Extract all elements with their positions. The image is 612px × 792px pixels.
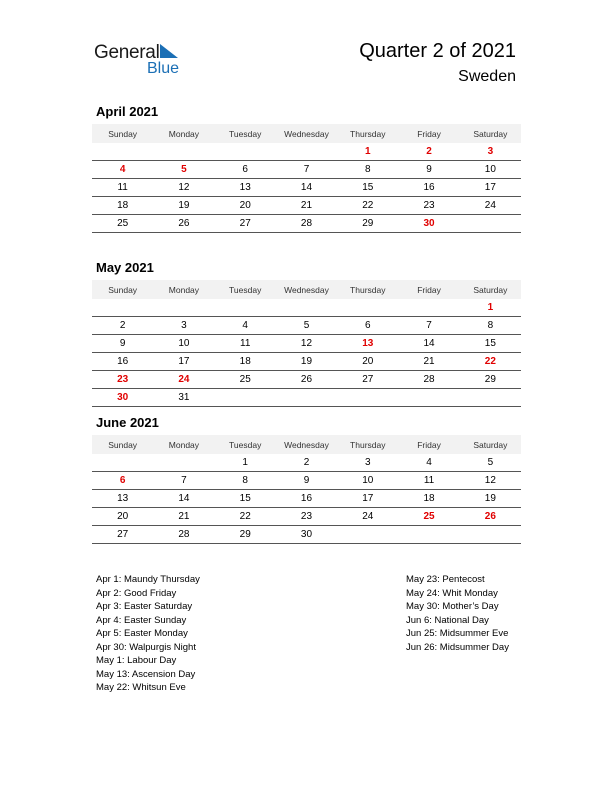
calendar-table	[92, 124, 521, 233]
day-cell: 19	[153, 197, 214, 215]
country-name: Sweden	[458, 68, 516, 85]
month-title: May 2021	[96, 260, 154, 275]
holiday-list-left	[96, 573, 200, 695]
week-row	[92, 197, 521, 215]
day-cell: 16	[398, 179, 459, 197]
day-cell: 15	[460, 335, 521, 353]
day-cell: 26	[276, 371, 337, 389]
holiday-item: Apr 5: Easter Monday	[96, 628, 188, 639]
holiday-item: Apr 4: Easter Sunday	[96, 614, 187, 626]
week-row	[92, 335, 521, 353]
month-title: April 2021	[96, 104, 159, 119]
day-cell: 8	[460, 317, 521, 335]
month-title: June 2021	[96, 415, 159, 430]
day-cell: 14	[153, 490, 214, 508]
holiday-item: May 24: Whit Monday	[406, 587, 498, 599]
day-cell	[460, 526, 521, 544]
weekday-header: Wednesday	[276, 280, 337, 299]
weekday-header: Thursday	[337, 280, 398, 299]
weekday-header: Sunday	[92, 280, 153, 299]
day-cell: 5	[276, 317, 337, 335]
logo-triangle-icon	[160, 44, 178, 58]
day-cell	[215, 389, 276, 407]
day-cell: 30	[398, 215, 459, 233]
day-cell: 3	[460, 143, 521, 161]
day-cell: 12	[153, 179, 214, 197]
weekday-header: Sunday	[92, 435, 153, 454]
holiday-item: May 23: Pentecost	[406, 574, 485, 585]
week-row	[92, 179, 521, 197]
day-cell: 14	[398, 335, 459, 353]
day-cell: 18	[398, 490, 459, 508]
weekday-header: Thursday	[337, 124, 398, 143]
day-cell: 29	[337, 215, 398, 233]
day-cell: 18	[215, 353, 276, 371]
day-cell: 10	[460, 161, 521, 179]
day-cell	[398, 299, 459, 317]
weekday-header: Tuesday	[215, 280, 276, 299]
day-cell: 4	[398, 454, 459, 472]
day-cell: 23	[276, 508, 337, 526]
day-cell	[153, 454, 214, 472]
day-cell: 6	[337, 317, 398, 335]
day-cell: 15	[215, 490, 276, 508]
holiday-item: Jun 26: Midsummer Day	[406, 641, 509, 653]
day-cell: 22	[215, 508, 276, 526]
weekday-header: Saturday	[460, 124, 521, 143]
day-cell: 9	[92, 335, 153, 353]
day-cell: 22	[460, 353, 521, 371]
day-cell: 22	[337, 197, 398, 215]
day-cell: 28	[276, 215, 337, 233]
day-cell: 30	[92, 389, 153, 407]
day-cell: 25	[398, 508, 459, 526]
day-cell: 20	[337, 353, 398, 371]
week-row	[92, 317, 521, 335]
day-cell: 11	[215, 335, 276, 353]
weekday-header: Thursday	[337, 435, 398, 454]
day-cell: 27	[337, 371, 398, 389]
day-cell: 27	[92, 526, 153, 544]
day-cell: 2	[92, 317, 153, 335]
month-june	[92, 414, 521, 544]
weekday-header: Monday	[153, 280, 214, 299]
weekday-header: Saturday	[460, 280, 521, 299]
day-cell	[398, 526, 459, 544]
day-cell	[460, 389, 521, 407]
week-row	[92, 161, 521, 179]
day-cell	[337, 526, 398, 544]
day-cell	[215, 143, 276, 161]
day-cell: 2	[276, 454, 337, 472]
day-cell: 19	[276, 353, 337, 371]
day-cell: 17	[337, 490, 398, 508]
day-cell: 9	[276, 472, 337, 490]
weekday-header: Sunday	[92, 124, 153, 143]
logo-blue-text: Blue	[147, 60, 180, 77]
day-cell	[337, 299, 398, 317]
page-title: Quarter 2 of 2021	[359, 40, 516, 62]
day-cell: 5	[153, 161, 214, 179]
holiday-item: May 22: Whitsun Eve	[96, 682, 186, 693]
day-cell	[276, 143, 337, 161]
day-cell: 25	[92, 215, 153, 233]
day-cell: 16	[92, 353, 153, 371]
day-cell	[337, 389, 398, 407]
day-cell	[215, 299, 276, 317]
day-cell: 9	[398, 161, 459, 179]
week-row	[92, 490, 521, 508]
day-cell: 27	[215, 215, 276, 233]
day-cell: 21	[398, 353, 459, 371]
day-cell	[153, 143, 214, 161]
weekday-header: Monday	[153, 124, 214, 143]
day-cell: 16	[276, 490, 337, 508]
day-cell: 26	[460, 508, 521, 526]
holiday-list-right	[406, 573, 509, 654]
holiday-item: Jun 6: National Day	[406, 614, 489, 626]
holiday-item: May 1: Labour Day	[96, 655, 177, 666]
logo-general-text: General	[94, 42, 160, 63]
day-cell: 19	[460, 490, 521, 508]
day-cell: 24	[153, 371, 214, 389]
day-cell: 11	[398, 472, 459, 490]
day-cell: 17	[153, 353, 214, 371]
week-row	[92, 353, 521, 371]
day-cell: 7	[398, 317, 459, 335]
holiday-item: Apr 3: Easter Saturday	[96, 601, 193, 612]
day-cell: 17	[460, 179, 521, 197]
day-cell: 4	[215, 317, 276, 335]
holiday-item: May 13: Ascension Day	[96, 668, 196, 680]
day-cell: 23	[92, 371, 153, 389]
day-cell: 12	[460, 472, 521, 490]
day-cell: 4	[92, 161, 153, 179]
weekday-header: Friday	[398, 124, 459, 143]
day-cell: 6	[215, 161, 276, 179]
day-cell: 1	[460, 299, 521, 317]
weekday-header: Wednesday	[276, 435, 337, 454]
day-cell: 28	[398, 371, 459, 389]
day-cell: 3	[337, 454, 398, 472]
day-cell: 8	[337, 161, 398, 179]
day-cell	[92, 454, 153, 472]
day-cell: 13	[92, 490, 153, 508]
weekday-header: Friday	[398, 280, 459, 299]
day-cell: 30	[276, 526, 337, 544]
day-cell: 18	[92, 197, 153, 215]
weekday-header: Monday	[153, 435, 214, 454]
calendar-table	[92, 435, 521, 544]
week-row	[92, 143, 521, 161]
day-cell: 28	[153, 526, 214, 544]
day-cell: 29	[215, 526, 276, 544]
day-cell: 31	[153, 389, 214, 407]
day-cell: 10	[337, 472, 398, 490]
day-cell: 24	[460, 197, 521, 215]
holiday-item: Apr 30: Walpurgis Night	[96, 641, 196, 653]
weekday-header: Saturday	[460, 435, 521, 454]
day-cell	[92, 299, 153, 317]
weekday-header: Tuesday	[215, 435, 276, 454]
day-cell: 8	[215, 472, 276, 490]
day-cell: 24	[337, 508, 398, 526]
day-cell: 13	[215, 179, 276, 197]
holiday-item: Apr 1: Maundy Thursday	[96, 574, 200, 585]
holiday-item: May 30: Mother’s Day	[406, 601, 499, 612]
day-cell: 7	[276, 161, 337, 179]
day-cell: 26	[153, 215, 214, 233]
weekday-header: Tuesday	[215, 124, 276, 143]
day-cell: 25	[215, 371, 276, 389]
week-row	[92, 215, 521, 233]
logo	[94, 40, 194, 80]
day-cell: 2	[398, 143, 459, 161]
holiday-item: Apr 2: Good Friday	[96, 587, 177, 599]
weekday-header: Friday	[398, 435, 459, 454]
week-row	[92, 454, 521, 472]
day-cell: 1	[337, 143, 398, 161]
week-row	[92, 508, 521, 526]
day-cell	[92, 143, 153, 161]
week-row	[92, 472, 521, 490]
day-cell: 5	[460, 454, 521, 472]
month-april	[92, 103, 521, 233]
holiday-item: Jun 25: Midsummer Eve	[406, 628, 509, 639]
week-row	[92, 299, 521, 317]
calendar-table	[92, 280, 521, 407]
day-cell: 15	[337, 179, 398, 197]
day-cell	[276, 299, 337, 317]
day-cell: 10	[153, 335, 214, 353]
day-cell: 13	[337, 335, 398, 353]
day-cell: 12	[276, 335, 337, 353]
week-row	[92, 526, 521, 544]
day-cell: 3	[153, 317, 214, 335]
week-row	[92, 389, 521, 407]
day-cell: 6	[92, 472, 153, 490]
day-cell	[153, 299, 214, 317]
day-cell	[460, 215, 521, 233]
month-may	[92, 259, 521, 407]
day-cell: 21	[276, 197, 337, 215]
day-cell: 14	[276, 179, 337, 197]
day-cell: 7	[153, 472, 214, 490]
weekday-header: Wednesday	[276, 124, 337, 143]
day-cell: 11	[92, 179, 153, 197]
day-cell	[398, 389, 459, 407]
day-cell: 23	[398, 197, 459, 215]
day-cell: 20	[215, 197, 276, 215]
day-cell: 20	[92, 508, 153, 526]
day-cell: 29	[460, 371, 521, 389]
day-cell: 1	[215, 454, 276, 472]
day-cell: 21	[153, 508, 214, 526]
day-cell	[276, 389, 337, 407]
week-row	[92, 371, 521, 389]
